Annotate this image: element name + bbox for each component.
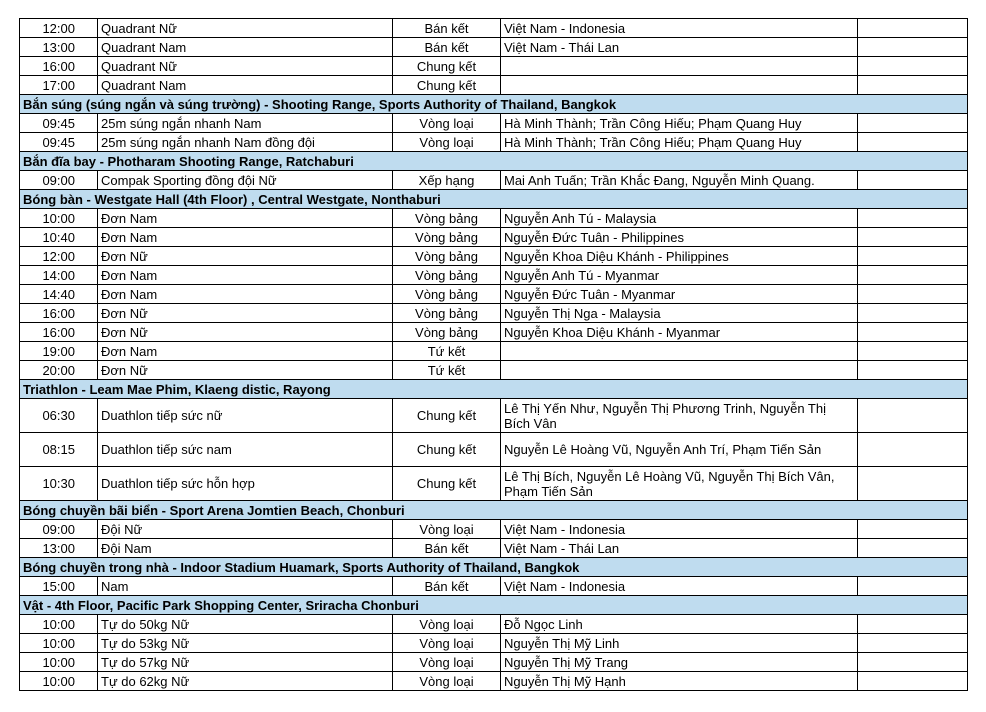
venue-section-title: Vật - 4th Floor, Pacific Park Shopping Center, Sriracha Chonburi <box>20 596 968 615</box>
athletes-cell: Nguyễn Khoa Diệu Khánh - Philippines <box>501 247 858 266</box>
event-cell: Đơn Nữ <box>98 323 393 342</box>
event-cell: Đơn Nam <box>98 228 393 247</box>
note-cell <box>858 76 968 95</box>
note-cell <box>858 399 968 433</box>
note-cell <box>858 209 968 228</box>
round-cell: Xếp hạng <box>393 171 501 190</box>
venue-section-title: Bắn súng (súng ngắn và súng trường) - Shooting Range, Sports Authority of Thailand, Bangkok <box>20 95 968 114</box>
note-cell <box>858 520 968 539</box>
note-cell <box>858 114 968 133</box>
note-cell <box>858 304 968 323</box>
athletes-cell: Nguyễn Khoa Diệu Khánh - Myanmar <box>501 323 858 342</box>
time-cell: 10:00 <box>20 209 98 228</box>
table-row <box>20 342 968 361</box>
table-row <box>20 634 968 653</box>
athletes-cell: Lê Thị Bích, Nguyễn Lê Hoàng Vũ, Nguyễn Thị Bích Vân, Phạm Tiến Sản <box>501 467 858 501</box>
note-cell <box>858 266 968 285</box>
round-cell: Chung kết <box>393 57 501 76</box>
athletes-cell: Nguyễn Đức Tuân - Philippines <box>501 228 858 247</box>
note-cell <box>858 38 968 57</box>
note-cell <box>858 467 968 501</box>
round-cell: Vòng bảng <box>393 228 501 247</box>
event-cell: Đội Nữ <box>98 520 393 539</box>
note-cell <box>858 433 968 467</box>
time-cell: 16:00 <box>20 323 98 342</box>
event-cell: Đơn Nam <box>98 266 393 285</box>
round-cell: Vòng loại <box>393 615 501 634</box>
event-cell: Đơn Nữ <box>98 361 393 380</box>
athletes-cell: Nguyễn Lê Hoàng Vũ, Nguyễn Anh Trí, Phạm Tiến Sản <box>501 433 858 467</box>
round-cell: Vòng loại <box>393 634 501 653</box>
table-row <box>20 361 968 380</box>
venue-section-row <box>20 501 968 520</box>
table-row <box>20 133 968 152</box>
round-cell: Bán kết <box>393 19 501 38</box>
note-cell <box>858 19 968 38</box>
event-cell: Tự do 50kg Nữ <box>98 615 393 634</box>
time-cell: 10:00 <box>20 615 98 634</box>
round-cell: Chung kết <box>393 433 501 467</box>
venue-section-row <box>20 596 968 615</box>
event-cell: Nam <box>98 577 393 596</box>
note-cell <box>858 577 968 596</box>
round-cell: Vòng loại <box>393 133 501 152</box>
note-cell <box>858 539 968 558</box>
time-cell: 10:00 <box>20 672 98 691</box>
note-cell <box>858 171 968 190</box>
time-cell: 09:45 <box>20 114 98 133</box>
note-cell <box>858 323 968 342</box>
round-cell: Bán kết <box>393 38 501 57</box>
schedule-body <box>20 19 968 691</box>
note-cell <box>858 653 968 672</box>
venue-section-title: Triathlon - Leam Mae Phim, Klaeng distic, Rayong <box>20 380 968 399</box>
athletes-cell: Nguyễn Thị Mỹ Hạnh <box>501 672 858 691</box>
time-cell: 17:00 <box>20 76 98 95</box>
time-cell: 14:40 <box>20 285 98 304</box>
athletes-cell <box>501 342 858 361</box>
round-cell: Vòng loại <box>393 653 501 672</box>
note-cell <box>858 285 968 304</box>
athletes-cell: Việt Nam - Indonesia <box>501 577 858 596</box>
time-cell: 12:00 <box>20 19 98 38</box>
athletes-cell: Nguyễn Anh Tú - Myanmar <box>501 266 858 285</box>
athletes-cell <box>501 76 858 95</box>
event-cell: Đơn Nữ <box>98 304 393 323</box>
event-cell: Duathlon tiếp sức nữ <box>98 399 393 433</box>
table-row <box>20 399 968 433</box>
table-row <box>20 304 968 323</box>
note-cell <box>858 247 968 266</box>
round-cell: Tứ kết <box>393 361 501 380</box>
table-row <box>20 672 968 691</box>
event-cell: Tự do 57kg Nữ <box>98 653 393 672</box>
event-cell: 25m súng ngắn nhanh Nam <box>98 114 393 133</box>
time-cell: 20:00 <box>20 361 98 380</box>
event-cell: Đơn Nam <box>98 342 393 361</box>
athletes-cell: Nguyễn Thị Mỹ Trang <box>501 653 858 672</box>
round-cell: Chung kết <box>393 399 501 433</box>
venue-section-title: Bóng chuyền trong nhà - Indoor Stadium Huamark, Sports Authority of Thailand, Bangkok <box>20 558 968 577</box>
table-row <box>20 539 968 558</box>
event-cell: Duathlon tiếp sức nam <box>98 433 393 467</box>
round-cell: Vòng loại <box>393 114 501 133</box>
note-cell <box>858 672 968 691</box>
time-cell: 09:00 <box>20 520 98 539</box>
event-cell: Quadrant Nữ <box>98 19 393 38</box>
table-row <box>20 228 968 247</box>
event-cell: Quadrant Nam <box>98 38 393 57</box>
time-cell: 09:45 <box>20 133 98 152</box>
event-cell: Tự do 62kg Nữ <box>98 672 393 691</box>
event-cell: Quadrant Nam <box>98 76 393 95</box>
athletes-cell: Nguyễn Thị Mỹ Linh <box>501 634 858 653</box>
table-row <box>20 615 968 634</box>
event-cell: Tự do 53kg Nữ <box>98 634 393 653</box>
venue-section-title: Bắn đĩa bay - Photharam Shooting Range, Ratchaburi <box>20 152 968 171</box>
table-row <box>20 114 968 133</box>
table-row <box>20 19 968 38</box>
round-cell: Tứ kết <box>393 342 501 361</box>
athletes-cell: Hà Minh Thành; Trần Công Hiếu; Phạm Quang Huy <box>501 133 858 152</box>
table-row <box>20 76 968 95</box>
table-row <box>20 577 968 596</box>
time-cell: 10:00 <box>20 653 98 672</box>
note-cell <box>858 228 968 247</box>
venue-section-row <box>20 380 968 399</box>
athletes-cell: Lê Thị Yến Như, Nguyễn Thị Phương Trinh, Nguyễn Thị Bích Vân <box>501 399 858 433</box>
note-cell <box>858 57 968 76</box>
athletes-cell <box>501 361 858 380</box>
schedule-table <box>19 18 968 691</box>
table-row <box>20 285 968 304</box>
time-cell: 14:00 <box>20 266 98 285</box>
event-cell: Đơn Nữ <box>98 247 393 266</box>
round-cell: Vòng loại <box>393 520 501 539</box>
time-cell: 19:00 <box>20 342 98 361</box>
time-cell: 13:00 <box>20 539 98 558</box>
round-cell: Vòng loại <box>393 672 501 691</box>
table-row <box>20 323 968 342</box>
athletes-cell <box>501 57 858 76</box>
table-row <box>20 467 968 501</box>
athletes-cell: Mai Anh Tuấn; Trần Khắc Đang, Nguyễn Minh Quang. <box>501 171 858 190</box>
time-cell: 16:00 <box>20 304 98 323</box>
table-row <box>20 171 968 190</box>
event-cell: 25m súng ngắn nhanh Nam đồng đội <box>98 133 393 152</box>
event-cell: Đội Nam <box>98 539 393 558</box>
time-cell: 10:30 <box>20 467 98 501</box>
athletes-cell: Việt Nam - Thái Lan <box>501 539 858 558</box>
athletes-cell: Hà Minh Thành; Trần Công Hiếu; Phạm Quang Huy <box>501 114 858 133</box>
athletes-cell: Việt Nam - Indonesia <box>501 19 858 38</box>
table-row <box>20 266 968 285</box>
round-cell: Vòng bảng <box>393 209 501 228</box>
time-cell: 08:15 <box>20 433 98 467</box>
event-cell: Quadrant Nữ <box>98 57 393 76</box>
venue-section-row <box>20 152 968 171</box>
event-cell: Đơn Nam <box>98 209 393 228</box>
note-cell <box>858 634 968 653</box>
time-cell: 16:00 <box>20 57 98 76</box>
round-cell: Bán kết <box>393 539 501 558</box>
table-row <box>20 209 968 228</box>
event-cell: Duathlon tiếp sức hỗn hợp <box>98 467 393 501</box>
venue-section-title: Bóng bàn - Westgate Hall (4th Floor) , Central Westgate, Nonthaburi <box>20 190 968 209</box>
time-cell: 12:00 <box>20 247 98 266</box>
round-cell: Vòng bảng <box>393 266 501 285</box>
athletes-cell: Nguyễn Đức Tuân - Myanmar <box>501 285 858 304</box>
table-row <box>20 433 968 467</box>
round-cell: Chung kết <box>393 76 501 95</box>
table-row <box>20 38 968 57</box>
round-cell: Bán kết <box>393 577 501 596</box>
round-cell: Vòng bảng <box>393 323 501 342</box>
event-cell: Compak Sporting đồng đội Nữ <box>98 171 393 190</box>
round-cell: Chung kết <box>393 467 501 501</box>
round-cell: Vòng bảng <box>393 247 501 266</box>
note-cell <box>858 133 968 152</box>
time-cell: 13:00 <box>20 38 98 57</box>
athletes-cell: Nguyễn Thị Nga - Malaysia <box>501 304 858 323</box>
venue-section-row <box>20 95 968 114</box>
time-cell: 09:00 <box>20 171 98 190</box>
venue-section-row <box>20 558 968 577</box>
venue-section-title: Bóng chuyền bãi biển - Sport Arena Jomtien Beach, Chonburi <box>20 501 968 520</box>
round-cell: Vòng bảng <box>393 304 501 323</box>
athletes-cell: Việt Nam - Indonesia <box>501 520 858 539</box>
table-row <box>20 57 968 76</box>
time-cell: 15:00 <box>20 577 98 596</box>
time-cell: 06:30 <box>20 399 98 433</box>
venue-section-row <box>20 190 968 209</box>
athletes-cell: Đỗ Ngọc Linh <box>501 615 858 634</box>
round-cell: Vòng bảng <box>393 285 501 304</box>
time-cell: 10:00 <box>20 634 98 653</box>
note-cell <box>858 361 968 380</box>
table-row <box>20 653 968 672</box>
athletes-cell: Nguyễn Anh Tú - Malaysia <box>501 209 858 228</box>
note-cell <box>858 615 968 634</box>
table-row <box>20 520 968 539</box>
athletes-cell: Việt Nam - Thái Lan <box>501 38 858 57</box>
time-cell: 10:40 <box>20 228 98 247</box>
event-cell: Đơn Nam <box>98 285 393 304</box>
table-row <box>20 247 968 266</box>
note-cell <box>858 342 968 361</box>
